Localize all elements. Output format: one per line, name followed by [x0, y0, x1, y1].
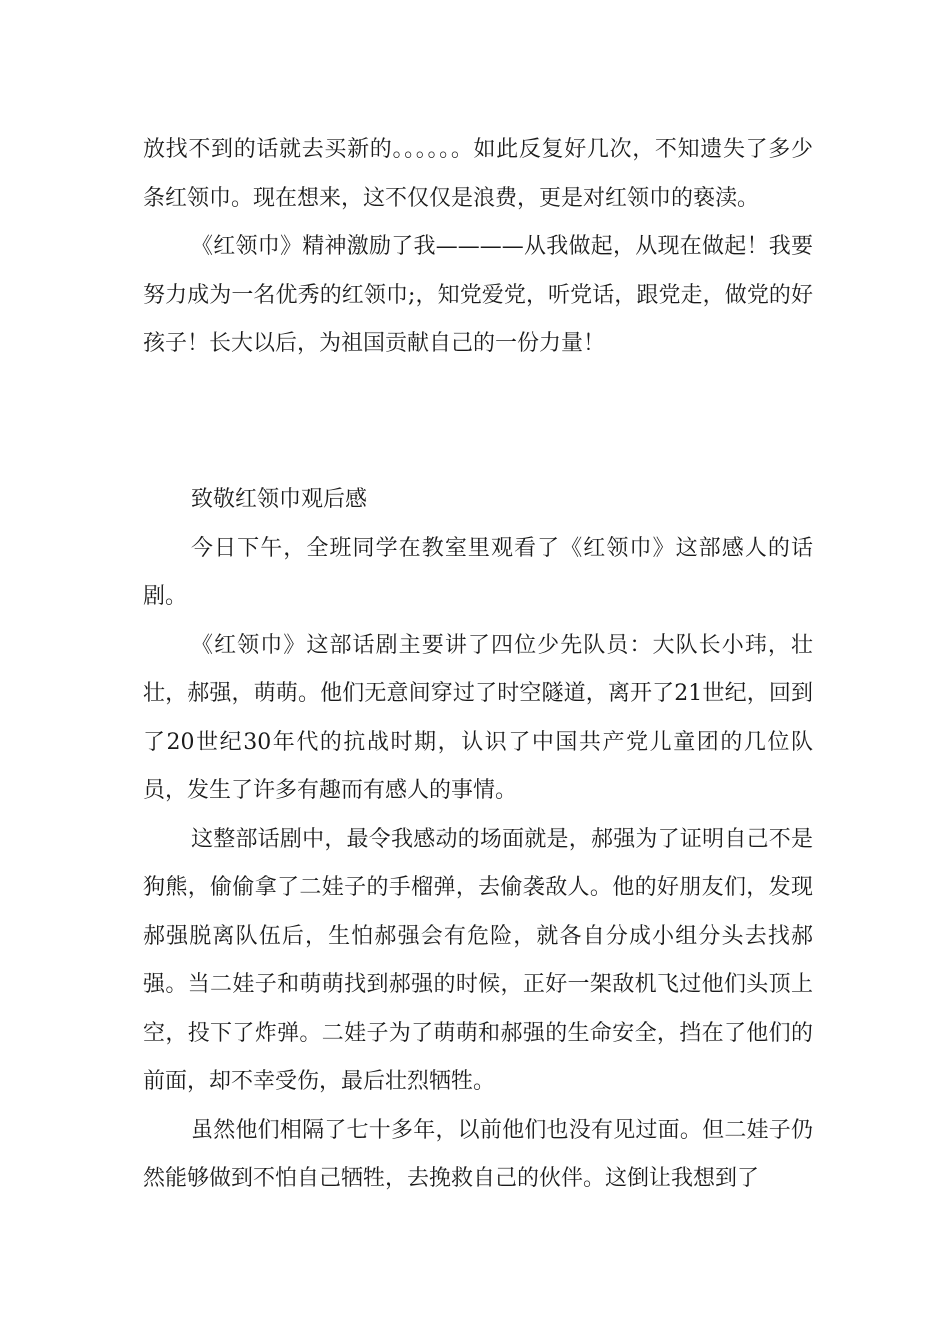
essay-title: 致敬红领巾观后感 — [191, 487, 368, 512]
paragraph: 这整部话剧中，最令我感动的场面就是，郝强为了证明自己不是狗熊，偷偷拿了二娃子的手榴弹，去偷袭敌人。他的好朋友们，发现郝强脱离队伍后，生怕郝强会有危险，就各自分成小组分头去找郝强。当二娃子和萌萌找到郝强的时候，正好一架敌机飞过他们头顶上空，投下了炸弹。二娃子为了萌萌和郝强的生命安全，挡在了他们的前面，却不幸受伤，最后壮烈牺牲。 — [143, 826, 813, 1094]
paragraph: 虽然他们相隔了七十多年，以前他们也没有见过面。但二娃子仍然能够做到不怕自己牺牲，去挽救自己的伙伴。这倒让我想到了 — [143, 1117, 813, 1191]
paragraph: 《红领巾》精神激励了我————从我做起，从现在做起！我要努力成为一名优秀的红领巾;，知党爱党，听党话，跟党走，做党的好孩子！长大以后，为祖国贡献自己的一份力量！ — [143, 234, 813, 356]
section-continued-text — [143, 126, 813, 369]
essay-section — [143, 476, 813, 1204]
paragraph: 放找不到的话就去买新的。。。。。。如此反复好几次，不知遗失了多少条红领巾。现在想来，这不仅仅是浪费，更是对红领巾的亵渎。 — [143, 137, 813, 211]
paragraph: 《红领巾》这部话剧主要讲了四位少先队员：大队长小玮，壮壮，郝强，萌萌。他们无意间穿过了时空隧道，离开了21世纪，回到了20世纪30年代的抗战时期，认识了中国共产党儿童团的几位队员，发生了许多有趣而有感人的事情。 — [143, 632, 813, 803]
paragraph: 今日下午，全班同学在教室里观看了《红领巾》这部感人的话剧。 — [143, 535, 813, 609]
